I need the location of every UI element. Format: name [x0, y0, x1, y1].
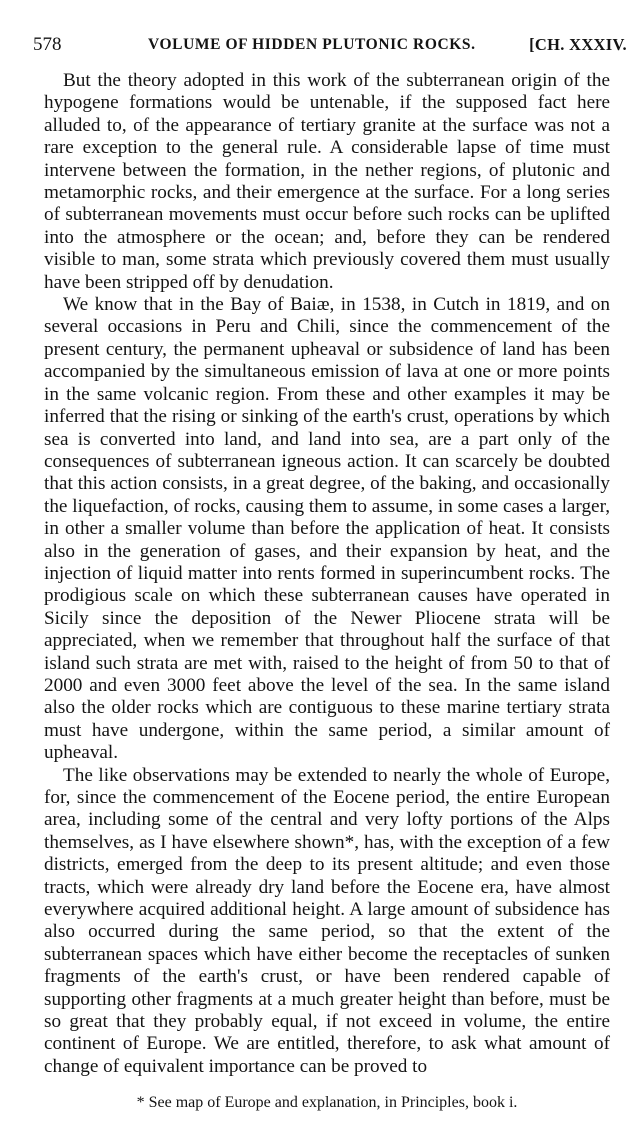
running-header — [33, 33, 627, 57]
chapter-label: [CH. XXXIV. — [529, 35, 627, 54]
body-text — [44, 70, 610, 1078]
paragraph-upheaval-examples: We know that in the Bay of Baiæ, in 1538, in Cutch in 1819, and on several occasions in Peru and Chili, since the commencement of the present century, the permanent upheaval or subsidence of land has been accompanied by the simultaneous emission of lava at one or more points in the same volcanic region. From these and other examples it may be inferred that the rising or sinking of the earth's crust, operations by which sea is converted into land, and land into sea, are a part only of the consequences of subterranean igneous action. It can scarcely be doubted that this action consists, in a great degree, of the baking, and occasionally the liquefaction, of rocks, causing them to assume, in some cases a larger, in other a smaller volume than before the application of heat. It consists also in the generation of gases, and their expansion by heat, and the injection of liquid matter into rents formed in superincumbent rocks. The prodigious scale on which these subterranean causes have operated in Sicily since the deposition of the Newer Pliocene strata will be appreciated, when we remember that throughout half the surface of that island such strata are met with, raised to the height of from 50 to that of 2000 and even 3000 feet above the level of the sea. In the same island also the older rocks which are contiguous to these marine tertiary strata must have undergone, within the same period, a similar amount of upheaval. — [44, 294, 610, 764]
running-title: VOLUME OF HIDDEN PLUTONIC ROCKS. — [148, 36, 476, 53]
paragraph-europe-observations: The like observations may be extended to nearly the whole of Europe, for, since the commencement of the Eocene period, the entire European area, including some of the central and very lofty portions of the Alps themselves, as I have elsewhere shown*, has, with the exception of a few districts, emerged from the deep to its present altitude; and even those tracts, which were already dry land before the Eocene era, have almost everywhere acquired additional height. A large amount of subsidence has also occurred during the same period, so that the extent of the subterranean spaces which have either become the receptacles of sunken fragments of the earth's crust, or have been rendered capable of supporting other fragments at a much greater height than before, must be so great that they probably equal, if not exceed in volume, the entire continent of Europe. We are entitled, therefore, to ask what amount of change of equivalent importance can be proved to — [44, 764, 610, 1077]
page-number: 578 — [33, 34, 62, 55]
footnote: * See map of Europe and explanation, in Principles, book i. — [136, 1094, 518, 1111]
paragraph-hypogene-theory: But the theory adopted in this work of the subterranean origin of the hypogene formations would be untenable, if the supposed fact here alluded to, of the appearance of tertiary granite at the surface was not a rare exception to the general rule. A considerable lapse of time must intervene between the formation, in the nether regions, of plutonic and metamorphic rocks, and their emergence at the surface. For a long series of subterranean movements must occur before such rocks can be uplifted into the atmosphere or the ocean; and, before they can be rendered visible to man, some strata which previously covered them must usually have been stripped off by denudation. — [44, 70, 610, 293]
